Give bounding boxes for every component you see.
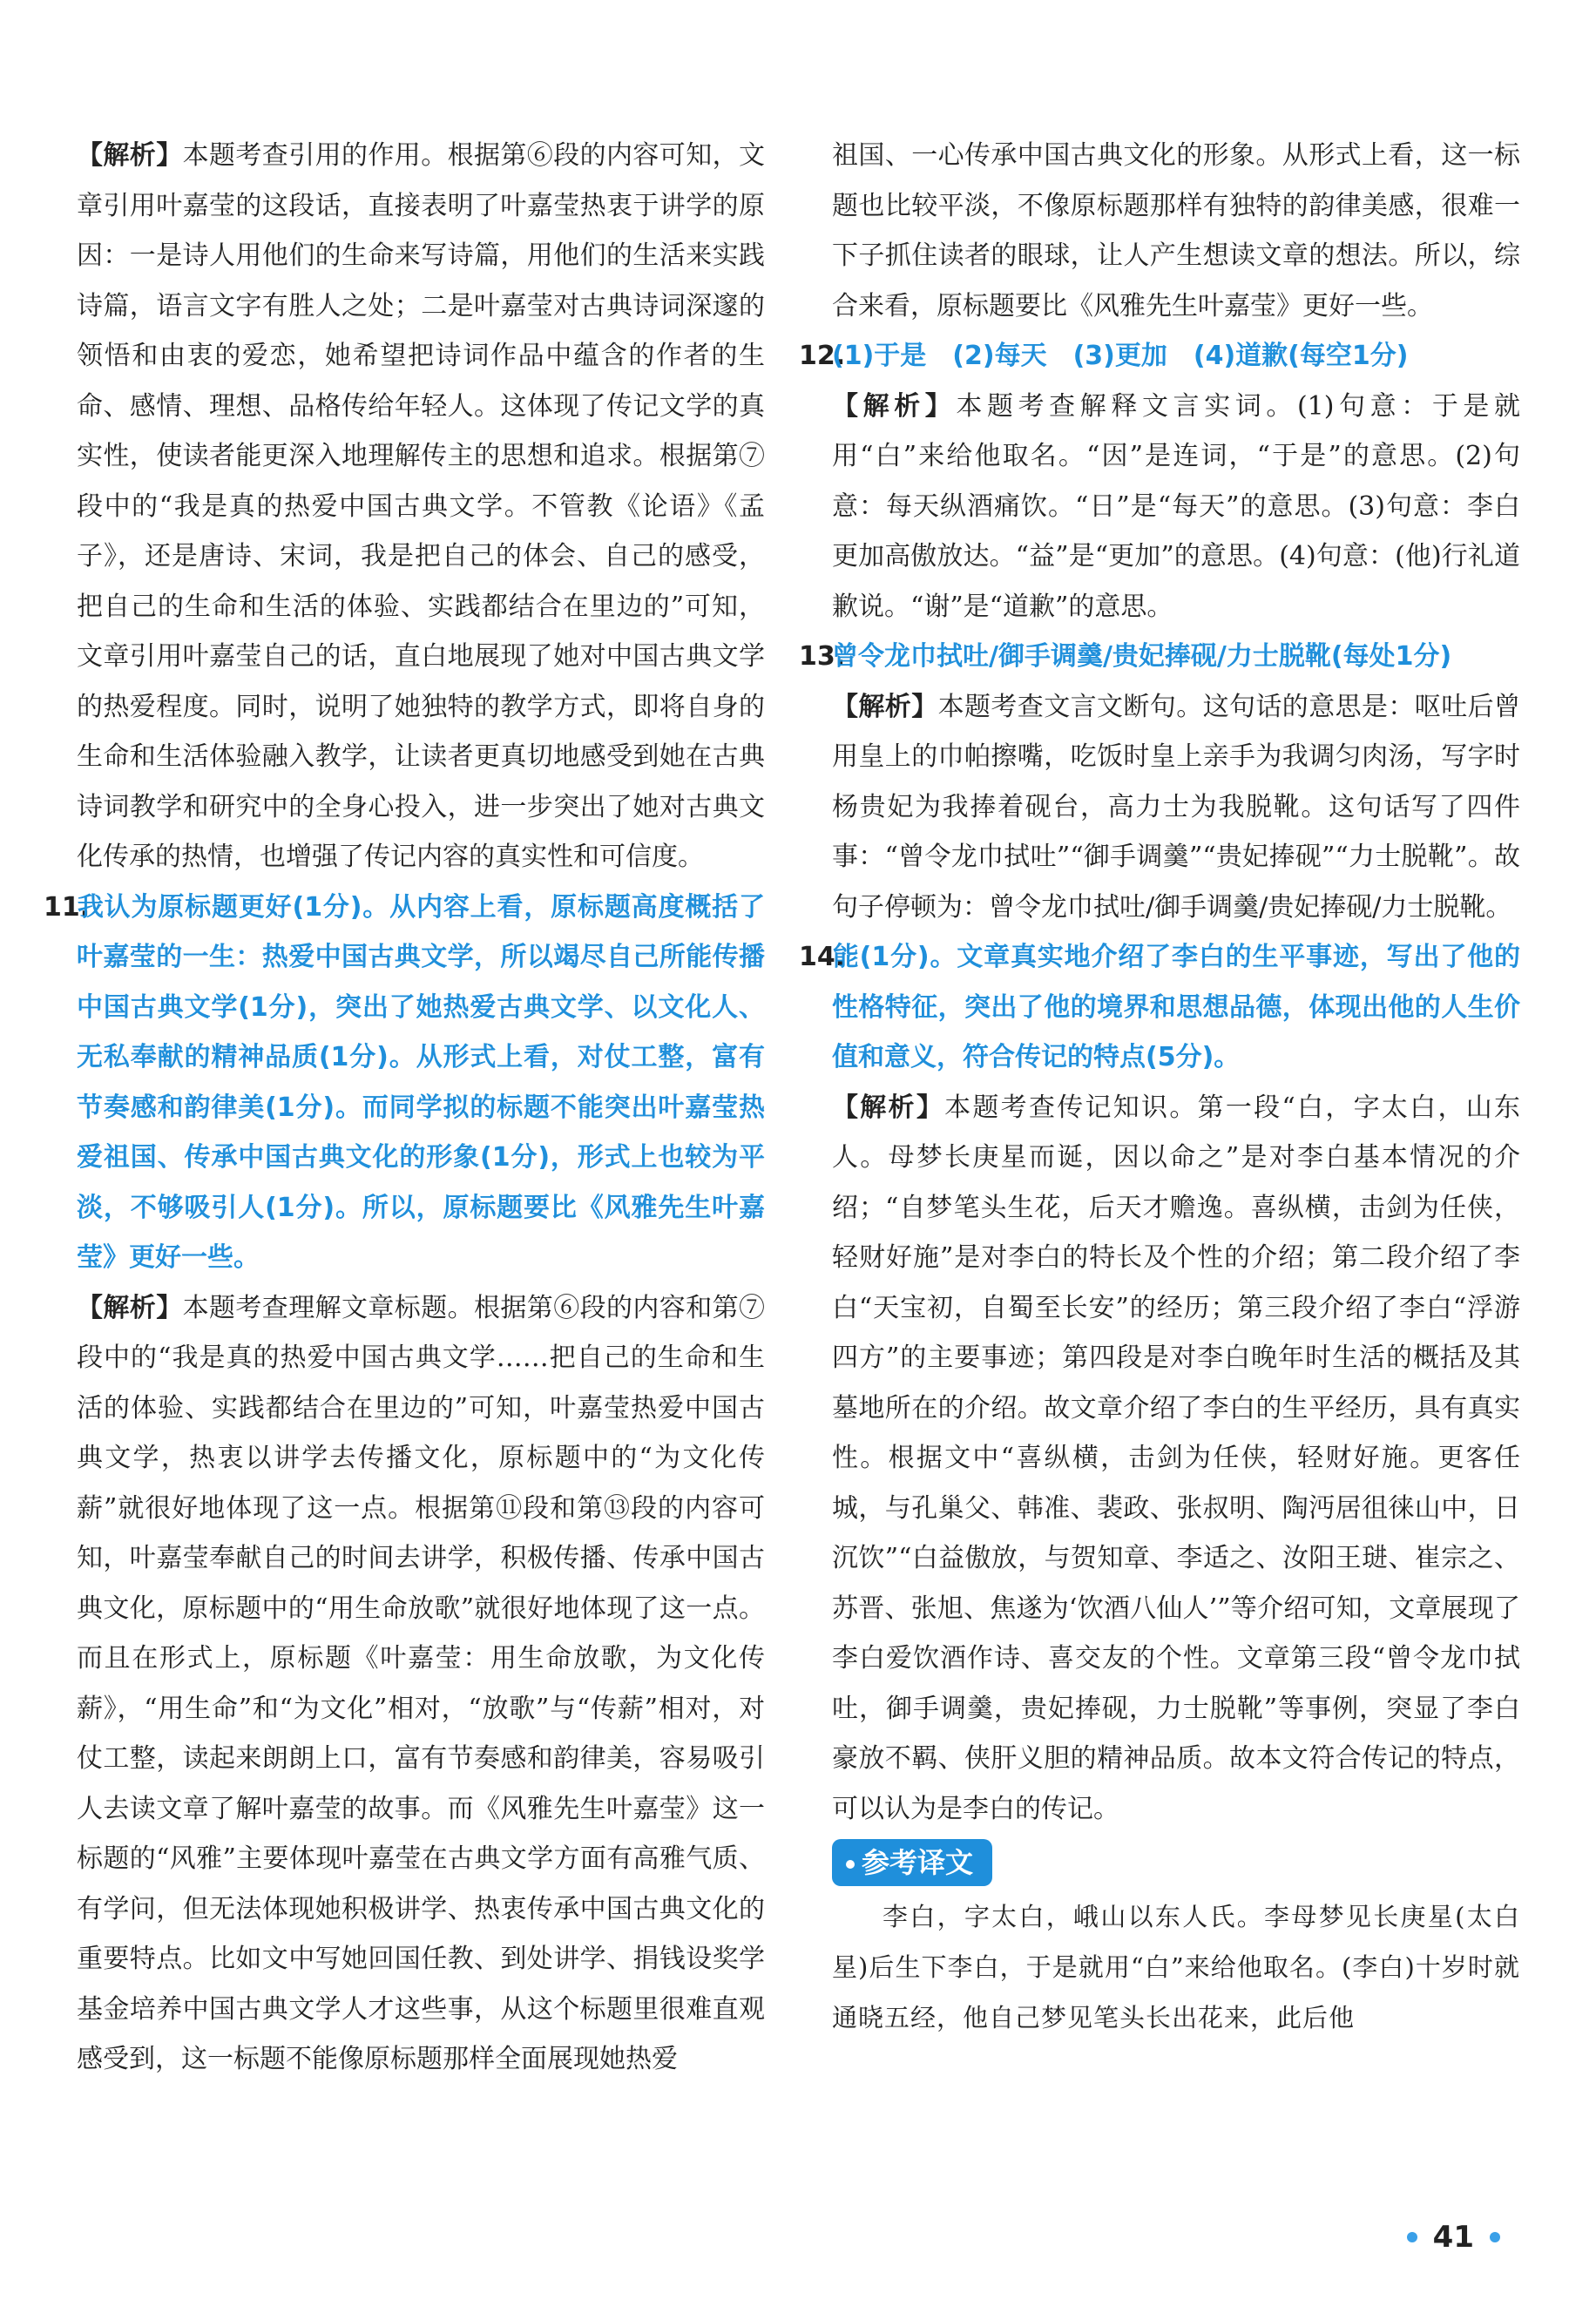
page-number-text: 41	[1432, 2220, 1474, 2255]
question-number: 14.	[799, 942, 846, 972]
analysis-13	[832, 682, 1520, 933]
question-11-answer	[44, 883, 765, 1283]
section-label: 参考译文	[862, 1846, 974, 1879]
analysis-tag: 【解析】	[832, 390, 957, 422]
reference-translation-heading	[832, 1839, 992, 1886]
analysis-10	[77, 131, 765, 883]
analysis-14	[832, 1083, 1520, 1835]
question-13-answer	[799, 632, 1520, 682]
analysis-14-text: 本题考查传记知识。第一段“白，字太白，山东人。母梦长庚星而诞，因以命之”是对李白基本情况的介绍；“自梦笔头生花，后天才赡逸。喜纵横，击剑为任侠，轻财好施”是对李白的特长及个性的介绍；第二段介绍了李白“天宝初，自蜀至长安”的经历；第三段介绍了李白“浮游四方”的主要事迹；第四段是对李白晚年时生活的概括及其墓地所在的介绍。故文章介绍了李白的生平经历，具有真实性。根据文中“喜纵横，击剑为任侠，轻财好施。更客任城，与孔巢父、韩准、裴政、张叔明、陶沔居徂徕山中，日沉饮”“白益傲放，与贺知章、李适之、汝阳王琎、崔宗之、苏晋、张旭、焦遂为‘饮酒八仙人’”等介绍可知，文章展现了李白爱饮酒作诗、喜交友的个性。文章第三段“曾令龙巾拭吐，御手调羹，贵妃捧砚，力士脱靴”等事例，突显了李白豪放不羁、侠肝义胆的精神品质。故本文符合传记的特点，可以认为是李白的传记。	[832, 1092, 1520, 1824]
answer-text: 能(1分)。文章真实地介绍了李白的生平事迹，写出了他的性格特征，突出了他的境界和思想品德，体现出他的人生价值和意义，符合传记的特点(5分)。	[832, 942, 1520, 1072]
dot-icon	[1490, 2232, 1500, 2242]
answer-text: 曾令龙巾拭吐/御手调羹/贵妃捧砚/力士脱靴(每处1分)	[832, 641, 1452, 672]
dot-icon	[1407, 2232, 1417, 2242]
question-14-answer	[799, 932, 1520, 1083]
analysis-tag: 【解析】	[77, 1292, 183, 1323]
analysis-11-continued: 祖国、一心传承中国古典文化的形象。从形式上看，这一标题也比较平淡，不像原标题那样有独特的韵律美感，很难一下子抓住读者的眼球，让人产生想读文章的想法。所以，综合来看，原标题要比《风雅先生叶嘉莹》更好一些。	[832, 140, 1520, 321]
answer-text: (1)于是 (2)每天 (3)更加 (4)道歉(每空1分)	[832, 341, 1409, 371]
page-number	[1407, 2220, 1500, 2255]
analysis-tag: 【解析】	[832, 1092, 945, 1123]
analysis-12-text: 本题考查解释文言实词。(1)句意：于是就用“白”来给他取名。“因”是连词，“于是”的意思。(2)句意：每天纵酒痛饮。“日”是“每天”的意思。(3)句意：李白更加高傲放达。“益”是“更加”的意思。(4)句意：(他)行礼道歉说。“谢”是“道歉”的意思。	[832, 390, 1521, 622]
question-number: 11.	[44, 891, 91, 923]
analysis-11	[77, 1283, 765, 2085]
analysis-12	[832, 382, 1520, 632]
analysis-11-text: 本题考查理解文章标题。根据第⑥段的内容和第⑦段中的“我是真的热爱中国古典文学……把自己的生命和生活的体验、实践都结合在里边的”可知，叶嘉莹热爱中国古典文学，热衷以讲学去传播文化，原标题中的“为文化传薪”就很好地体现了这一点。根据第⑪段和第⑬段的内容可知，叶嘉莹奉献自己的时间去讲学，积极传播、传承中国古典文化，原标题中的“用生命放歌”就很好地体现了这一点。而且在形式上，原标题《叶嘉莹：用生命放歌，为文化传薪》，“用生命”和“为文化”相对，“放歌”与“传薪”相对，对仗工整，读起来朗朗上口，富有节奏感和韵律美，容易吸引人去读文章了解叶嘉莹的故事。而《风雅先生叶嘉莹》这一标题的“风雅”主要体现叶嘉莹在古典文学方面有高雅气质、有学问，但无法体现她积极讲学、热衷传承中国古典文化的重要特点。比如文中写她回国任教、到处讲学、捐钱设奖学基金培养中国古典文学人才这些事，从这个标题里很难直观感受到，这一标题不能像原标题那样全面展现她热爱	[77, 1292, 766, 2074]
answer-text: 我认为原标题更好(1分)。从内容上看，原标题高度概括了叶嘉莹的一生：热爱中国古典文学，所以竭尽自己所能传播中国古典文学(1分)，突出了她热爱古典文学、以文化人、无私奉献的精神品质(1分)。从形式上看，对仗工整，富有节奏感和韵律美(1分)。而同学拟的标题不能突出叶嘉莹热爱祖国、传承中国古典文化的形象(1分)，形式上也较为平淡，不够吸引人(1分)。所以，原标题要比《风雅先生叶嘉莹》更好一些。	[77, 891, 765, 1273]
right-column	[799, 131, 1521, 2043]
question-number: 12.	[799, 341, 846, 371]
left-column	[44, 131, 766, 2085]
reference-translation-text: 李白，字太白，峨山以东人氏。李母梦见长庚星(太白星)后生下李白，于是就用“白”来给他取名。(李白)十岁时就通晓五经，他自己梦见笔头长出花来，此后他	[832, 1902, 1520, 2032]
bullet-dot-icon	[846, 1860, 855, 1869]
question-number: 13.	[799, 641, 846, 672]
analysis-tag: 【解析】	[77, 140, 183, 171]
question-12-answer	[799, 331, 1520, 382]
analysis-13-text: 本题考查文言文断句。这句话的意思是：呕吐后曾用皇上的巾帕擦嘴，吃饭时皇上亲手为我调匀肉汤，写字时杨贵妃为我捧着砚台，高力士为我脱靴。这句话写了四件事：“曾令龙巾拭吐”“御手调羹”“贵妃捧砚”“力士脱靴”。故句子停顿为：曾令龙巾拭吐/御手调羹/贵妃捧砚/力士脱靴。	[832, 691, 1521, 923]
analysis-10-text: 本题考查引用的作用。根据第⑥段的内容可知，文章引用叶嘉莹的这段话，直接表明了叶嘉莹热衷于讲学的原因：一是诗人用他们的生命来写诗篇，用他们的生活来实践诗篇，语言文字有胜人之处；二是叶嘉莹对古典诗词深邃的领悟和由衷的爱恋，她希望把诗词作品中蕴含的作者的生命、感情、理想、品格传给年轻人。这体现了传记文学的真实性，使读者能更深入地理解传主的思想和追求。根据第⑦段中的“我是真的热爱中国古典文学。不管教《论语》《孟子》，还是唐诗、宋词，我是把自己的体会、自己的感受，把自己的生命和生活的体验、实践都结合在里边的”可知，文章引用叶嘉莹自己的话，直白地展现了她对中国古典文学的热爱程度。同时，说明了她独特的教学方式，即将自身的生命和生活体验融入教学，让读者更真切地感受到她在古典诗词教学和研究中的全身心投入，进一步突出了她对古典文化传承的热情，也增强了传记内容的真实性和可信度。	[77, 140, 766, 872]
analysis-tag: 【解析】	[832, 691, 938, 722]
